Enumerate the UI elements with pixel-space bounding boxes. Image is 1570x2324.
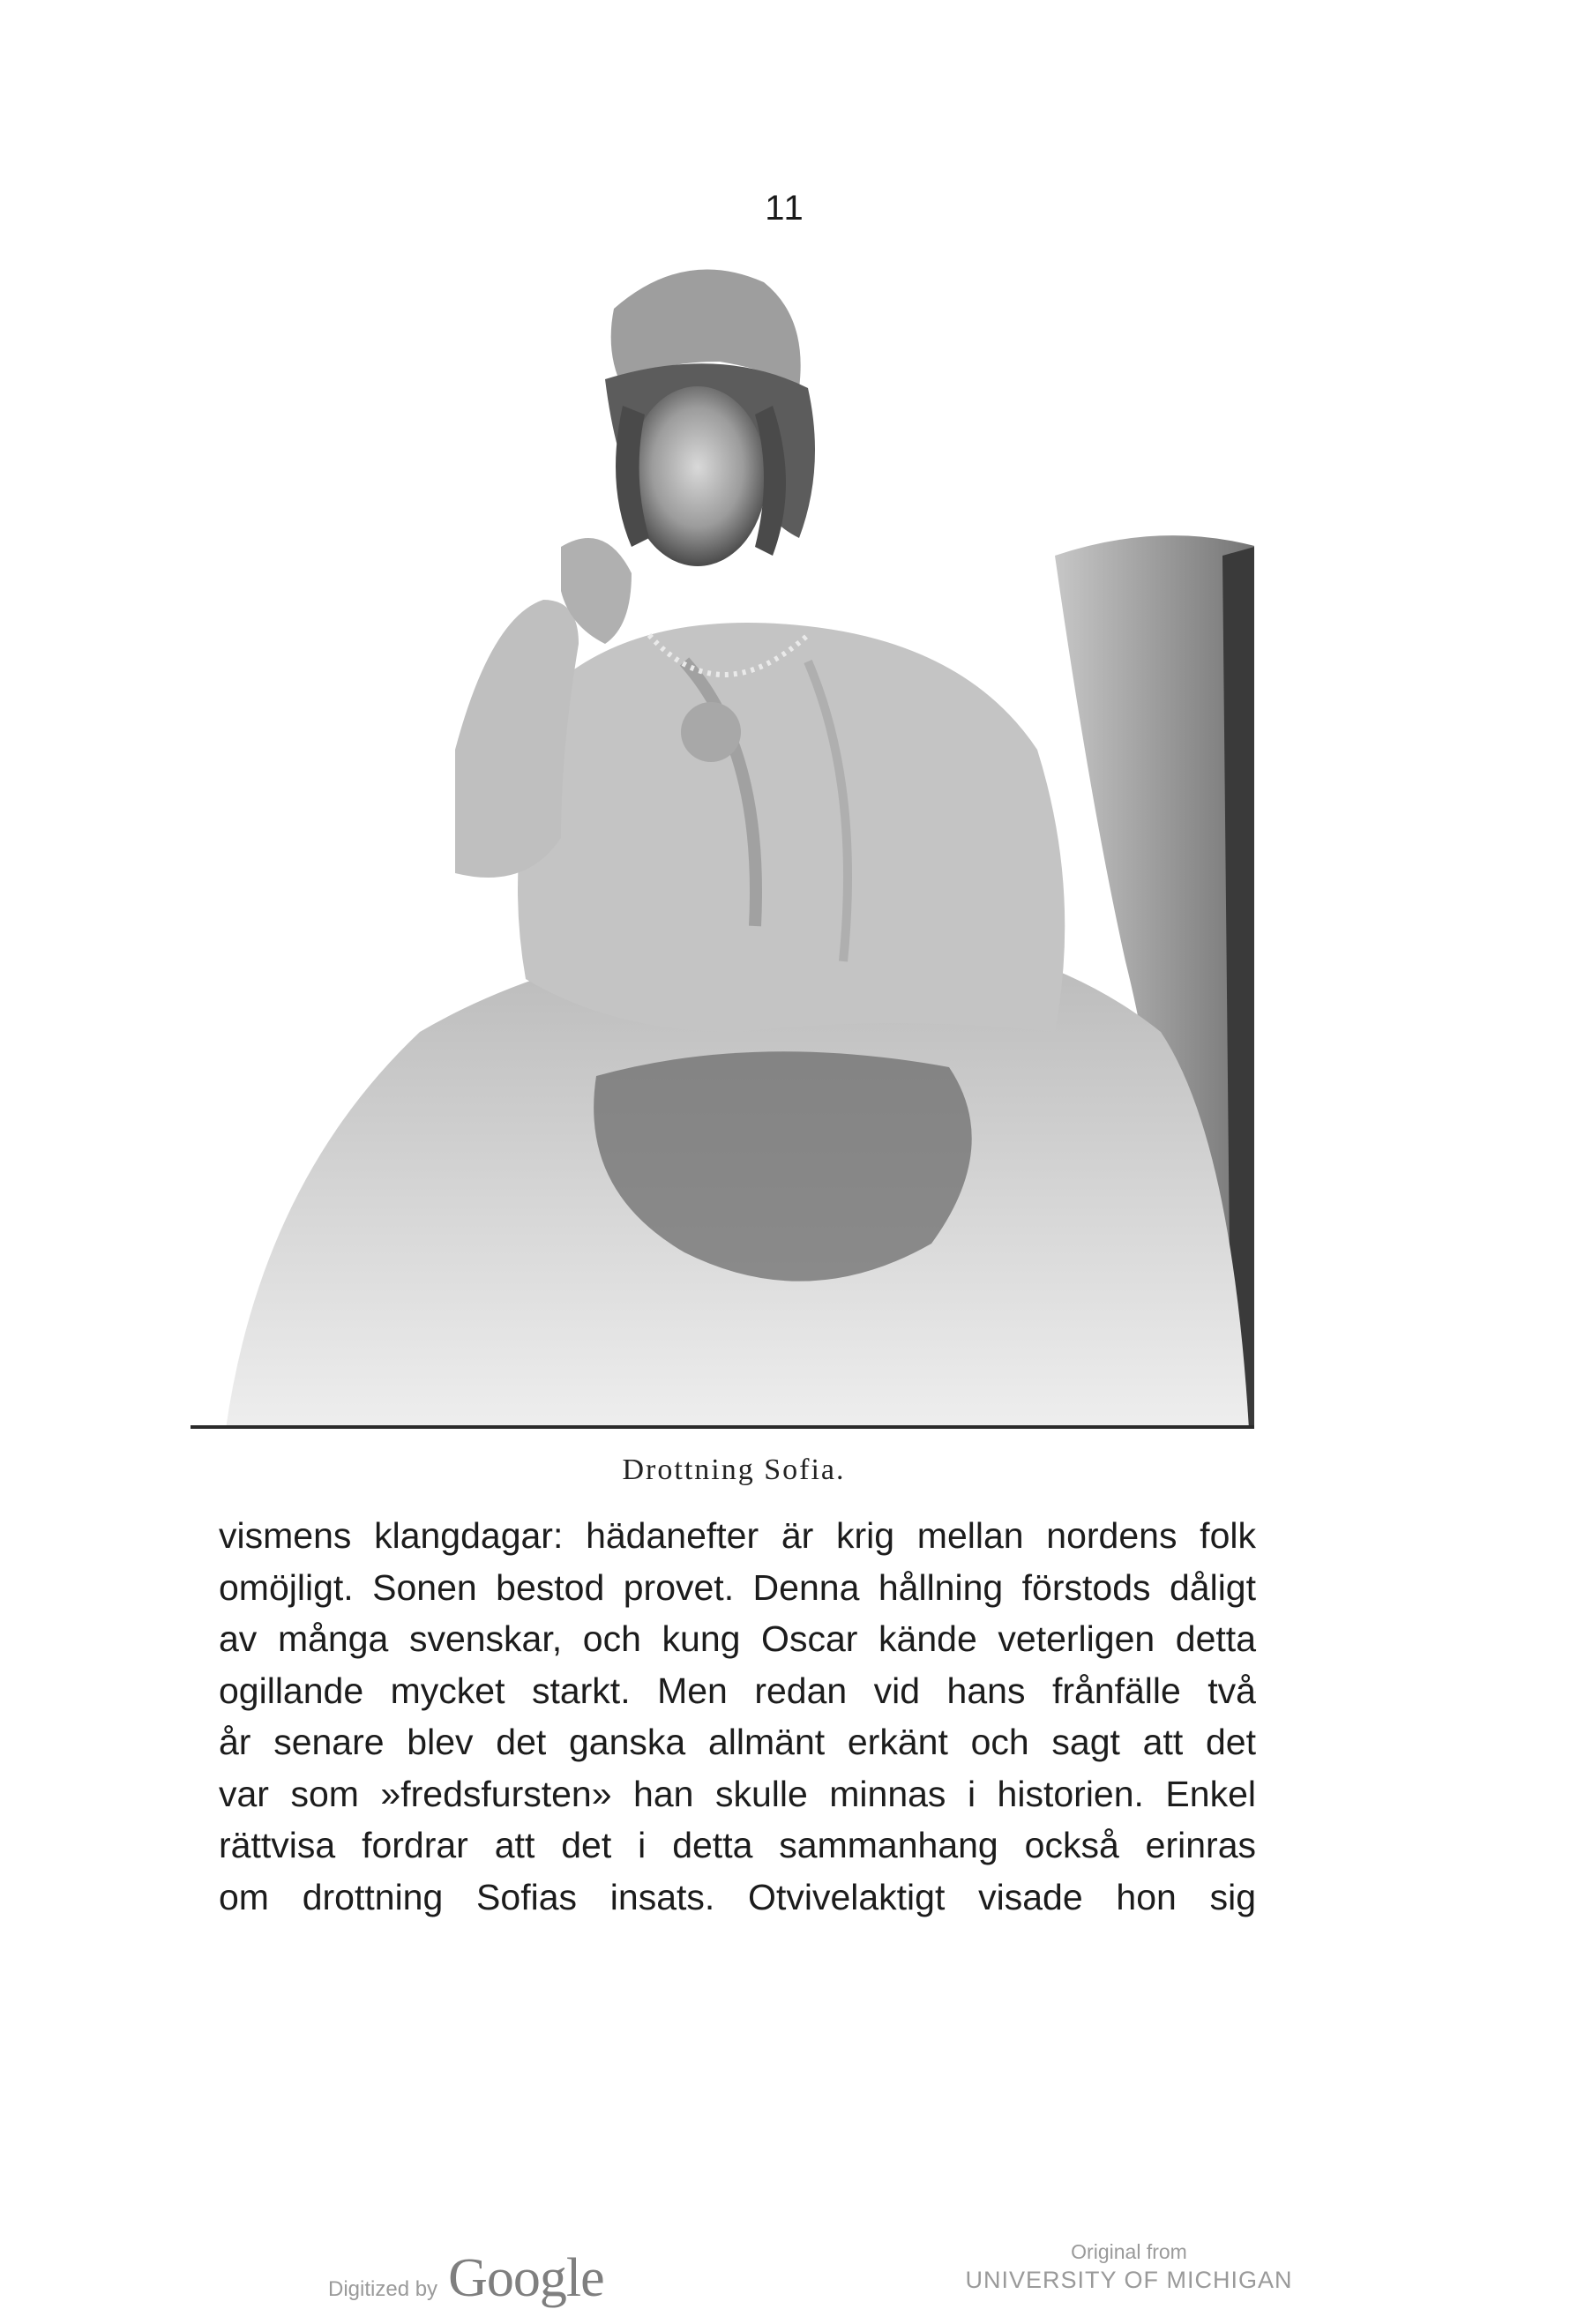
page-number: 11 <box>765 189 805 228</box>
google-logo: Google <box>448 2248 604 2308</box>
digitized-by-label: Digitized by <box>328 2277 438 2301</box>
original-from-label: Original from <box>1071 2240 1187 2263</box>
institution-name: UNIVERSITY OF MICHIGAN <box>965 2267 1293 2293</box>
portrait-photo <box>191 256 1254 1429</box>
body-text <box>219 1510 1256 1923</box>
text-line: om drottning Sofias insats. Otvivelaktigt visade hon sig <box>219 1876 1256 1917</box>
text-line: vismens klangdagar: hädanefter är krig mellan nordens folk <box>219 1515 1256 1556</box>
text-line: rättvisa fordrar att det i detta sammanhang också erinras <box>219 1825 1256 1865</box>
text-line: år senare blev det ganska allmänt erkänt och sagt att det <box>219 1722 1256 1762</box>
text-line: omöjligt. Sonen bestod provet. Denna hållning förstods dåligt <box>219 1566 1256 1608</box>
figure-caption: Drottning Sofia. <box>622 1453 846 1486</box>
text-line: av många svenskar, och kung Oscar kände veterligen detta <box>219 1618 1256 1659</box>
text-line: var som »fredsfursten» han skulle minnas i historien. Enkel <box>219 1773 1256 1814</box>
digitized-by-watermark <box>328 2247 604 2309</box>
original-from-watermark <box>953 2238 1305 2295</box>
text-line: ogillande mycket starkt. Men redan vid hans frånfälle två <box>219 1670 1256 1711</box>
